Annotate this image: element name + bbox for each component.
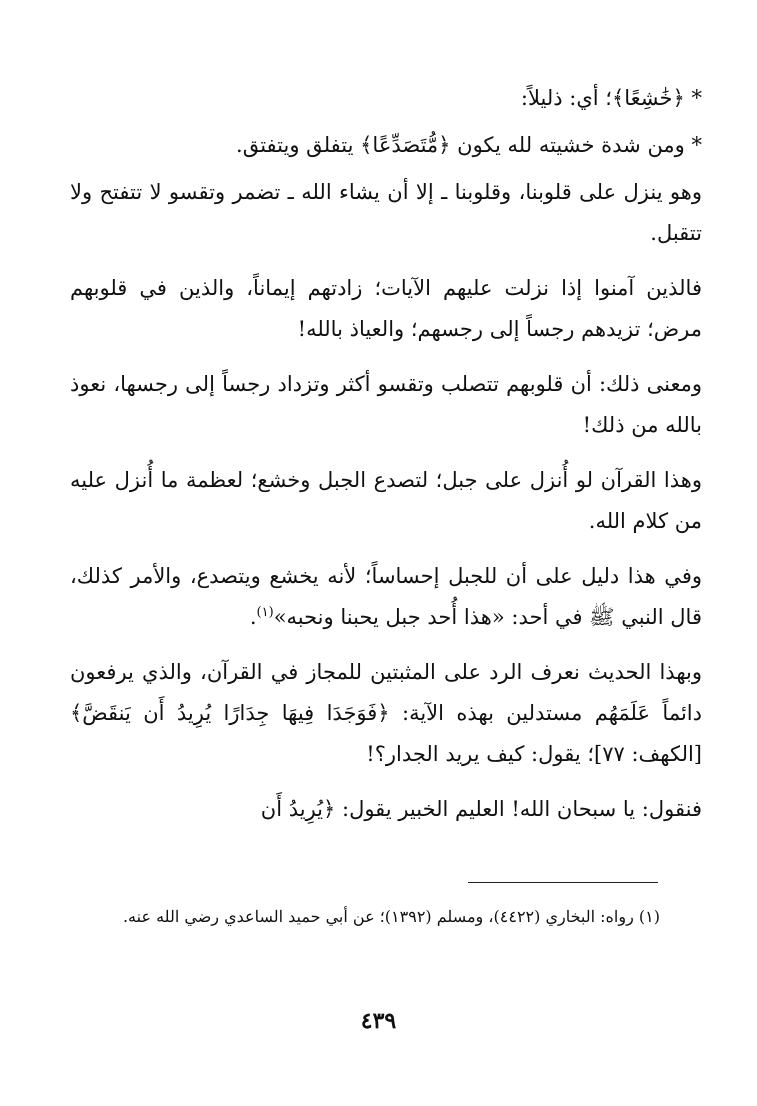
page-number: ٤٣٩ <box>360 1008 397 1034</box>
page-body <box>70 78 702 844</box>
paragraph-with-footnote <box>70 556 702 638</box>
paragraph-text: وفي هذا دليل على أن للجبل إحساساً؛ لأنه يخشع ويتصدع، والأمر كذلك، قال النبي ﷺ في أحد: «هذا أُحد جبل يحبنا ونحبه» <box>70 564 702 629</box>
period: . <box>249 605 257 629</box>
paragraph: * ومن شدة خشيته لله يكون ﴿مُّتَصَدِّعًا﴾ يتفلق ويتفتق. <box>236 133 702 157</box>
paragraph: فالذين آمنوا إذا نزلت عليهم الآيات؛ زادتهم إيماناً، والذين في قلوبهم مرض؛ تزيدهم رجساً إلى رجسهم؛ والعياذ بالله! <box>70 276 702 341</box>
paragraph: وهذا القرآن لو أُنزل على جبل؛ لتصدع الجبل وخشع؛ لعظمة ما أُنزل عليه من كلام الله. <box>70 468 702 533</box>
paragraph: فنقول: يا سبحان الله! العليم الخبير يقول: ﴿يُرِيدُ أَن <box>260 797 702 821</box>
paragraph: وبهذا الحديث نعرف الرد على المثبتين للمجاز في القرآن، والذي يرفعون دائماً عَلَمَهُم مستدلين بهذه الآية: ﴿فَوَجَدَا فِيهَا جِدَارًا يُرِيدُ أَن يَنقَضَّ﴾ [الكهف: ٧٧]؛ يقول: كيف يريد الجدار؟! <box>70 660 702 766</box>
footnote: (١) رواه: البخاري (٤٤٢٢)، ومسلم (١٣٩٢)؛ عن أبي حميد الساعدي رضي الله عنه. <box>122 907 660 926</box>
footnote-reference: (١) <box>256 605 274 620</box>
paragraph: * ﴿خَٰشِعًا﴾؛ أي: ذليلاً: <box>520 86 702 110</box>
paragraph: ومعنى ذلك: أن قلوبهم تتصلب وتقسو أكثر وتزداد رجساً إلى رجسها، نعوذ بالله من ذلك! <box>70 372 702 437</box>
paragraph: وهو ينزل على قلوبنا، وقلوبنا ـ إلا أن يشاء الله ـ تضمر وتقسو لا تتفتح ولا تتقبل. <box>70 180 702 245</box>
footnote-divider <box>468 882 658 883</box>
